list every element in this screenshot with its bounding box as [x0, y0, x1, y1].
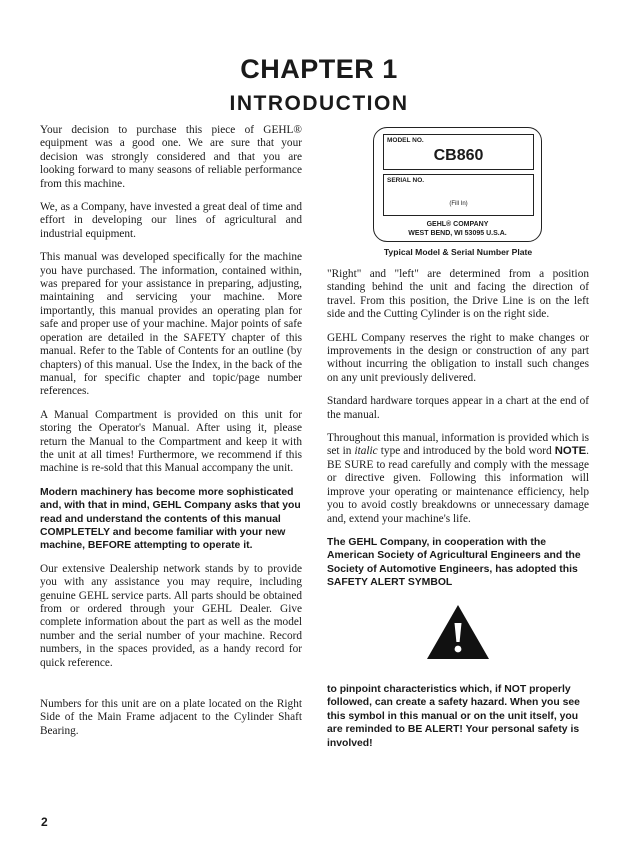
bold-warning-paragraph: Modern machinery has become more sophisticated and, with that in mind, GEHL Company asks that you read and understand the contents of this manual COMPLETELY and become familiar with your new machine, BEFORE attempting to operate it. [40, 486, 301, 552]
company-address: WEST BEND, WI 53095 U.S.A. [408, 230, 507, 237]
serial-number-plate [373, 127, 542, 242]
paragraph: Numbers for this unit are on a plate located on the Right Side of the Main Frame adjacent to the Cylinder Shaft Bearing. [40, 698, 302, 737]
right-column-bottom [327, 683, 589, 760]
paragraph: A Manual Compartment is provided on this unit for storing the Operator's Manual. After using it, please return the Manual to the Compartment and keep it with the unit at all times! Furthermore, we recommend if this machine is re-sold that this Manual accompany the unit. [40, 408, 302, 475]
model-label: MODEL NO. [387, 137, 424, 144]
safety-alert-text: to pinpoint characteristics which, if NOT properly followed, can create a safety hazard. When you see this symbol in this manual or on the unit itself, you are reminded to BE ALERT! Your personal safety is involved! [327, 684, 580, 749]
right-column [327, 268, 589, 600]
italic-word: italic [354, 445, 378, 458]
paragraph: Standard hardware torques appear in a chart at the end of the manual. [327, 395, 589, 421]
serial-label: SERIAL NO. [387, 177, 425, 184]
paragraph: GEHL Company reserves the right to make changes or improvements in the design or construction of any part without incurring the obligation to install such changes on any unit previously delivered. [327, 331, 589, 384]
paragraph: Our extensive Dealership network stands by to provide you with any assistance you may require, including genuine GEHL service parts. All parts should be obtained from or ordered through your GEHL Dealer. Give complete information about the part as well as the model number and the serial number of your machine. Record numbers, in the spaces provided, as a handy record for quick reference. [40, 562, 302, 669]
paragraph: We, as a Company, have invested a great deal of time and effort in developing our lines of agricultural and industrial equipment. [40, 201, 302, 240]
plate-company [374, 220, 541, 238]
paragraph: Your decision to purchase this piece of GEHL® equipment was a good one. We are sure that your decision was strongly considered and that you are looking forward to many seasons of reliable performance from this machine. [40, 124, 302, 190]
serial-box [383, 174, 534, 216]
note-word: NOTE [554, 445, 587, 458]
left-column [40, 124, 302, 748]
chapter-heading: CHAPTER 1 [240, 54, 398, 84]
note-text: Throughout this manual, information is provided which is set in [327, 432, 589, 458]
page-number: 2 [41, 815, 48, 829]
plate-caption: Typical Model & Serial Number Plate [383, 247, 533, 257]
company-name: GEHL® COMPANY [426, 221, 489, 228]
serial-value: (Fill In) [449, 201, 468, 207]
model-value: CB860 [433, 147, 484, 164]
paragraph: "Right" and "left" are determined from a position standing behind the unit and facing the direction of travel. From this position, the Drive Line is on the left side and the Cutting Cylinder is on the right side. [327, 268, 589, 321]
model-box [383, 134, 534, 170]
note-text: type and introduced by the bold word [377, 445, 555, 458]
safety-alert-intro: The GEHL Company, in cooperation with the American Society of Agricultural Engineers and the Society of Automotive Engineers, has adopted this SAFETY ALERT SYMBOL [327, 536, 581, 589]
paragraph: This manual was developed specifically for the machine you have purchased. The information, contained within, was prepared for your assistance in preparing, adjusting, maintaining and servicing your machine. More importantly, this manual provides an operating plan for safe and proper use of your machine. Major points of safe operation are detailed in the SAFETY chapter of this manual. Refer to the Table of Contents for an outline (by chapters) of this manual. Use the Index, in the back of the manual, for specific chapter and topic/page number references. [40, 251, 302, 398]
note-text: . BE SURE to read carefully and comply with the message or directive given. Following this information will improve your operating or maintenance efficiency, help you to avoid costly breakdowns or unnecessary damage and, extend your machine's life. [327, 445, 589, 525]
page-title: INTRODUCTION [229, 92, 409, 115]
note-paragraph [327, 432, 589, 526]
safety-alert-icon [425, 603, 491, 661]
